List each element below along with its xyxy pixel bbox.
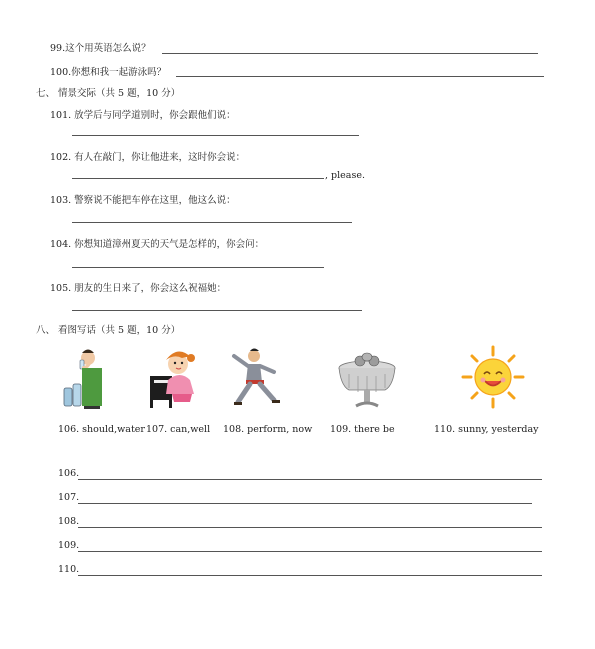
question-99: 99.这个用英语怎么说？ [50, 43, 151, 54]
section-7-heading: 七、 情景交际（共 5 题，10 分） [36, 88, 181, 99]
answer-line-101[interactable] [72, 135, 359, 136]
question-100: 100.你想和我一起游泳吗？ [50, 67, 167, 78]
caption-106: 106. should,water [58, 424, 145, 435]
answer-label-110: 110. [58, 564, 80, 575]
question-102-suffix: , please. [325, 170, 365, 181]
answer-line-108[interactable] [78, 527, 542, 528]
question-102: 102. 有人在敲门，你让他进来，这时你会说： [50, 152, 246, 163]
caption-107: 107. can,well [146, 424, 211, 435]
answer-line-100[interactable] [176, 76, 544, 77]
answer-label-108: 108. [58, 516, 80, 527]
caption-109: 109. there be [330, 424, 395, 435]
answer-line-103[interactable] [72, 222, 352, 223]
girl-playing-piano-icon [146, 346, 200, 410]
table-with-pots-icon [336, 346, 398, 410]
caption-110: 110. sunny, yesterday [434, 424, 539, 435]
kung-fu-performer-icon [228, 346, 284, 410]
answer-line-99[interactable] [162, 53, 538, 54]
smiling-sun-icon [460, 344, 526, 410]
answer-line-106[interactable] [78, 479, 542, 480]
answer-line-105[interactable] [72, 310, 362, 311]
answer-line-110[interactable] [78, 575, 542, 576]
question-104: 104. 你想知道漳州夏天的天气是怎样的，你会问： [50, 239, 265, 250]
question-101: 101. 放学后与同学道别时，你会跟他们说： [50, 110, 236, 121]
question-105: 105. 朋友的生日来了，你会这么祝福她： [50, 283, 227, 294]
drinking-water-icon [58, 346, 108, 410]
answer-line-109[interactable] [78, 551, 542, 552]
answer-line-102[interactable] [72, 178, 324, 179]
answer-line-104[interactable] [72, 267, 324, 268]
answer-line-107[interactable] [78, 503, 532, 504]
section-8-heading: 八、 看图写话（共 5 题，10 分） [36, 325, 181, 336]
answer-label-107: 107. [58, 492, 80, 503]
answer-label-106: 106. [58, 468, 80, 479]
caption-108: 108. perform, now [223, 424, 313, 435]
answer-label-109: 109. [58, 540, 80, 551]
question-103: 103. 警察说不能把车停在这里，他这么说： [50, 195, 236, 206]
